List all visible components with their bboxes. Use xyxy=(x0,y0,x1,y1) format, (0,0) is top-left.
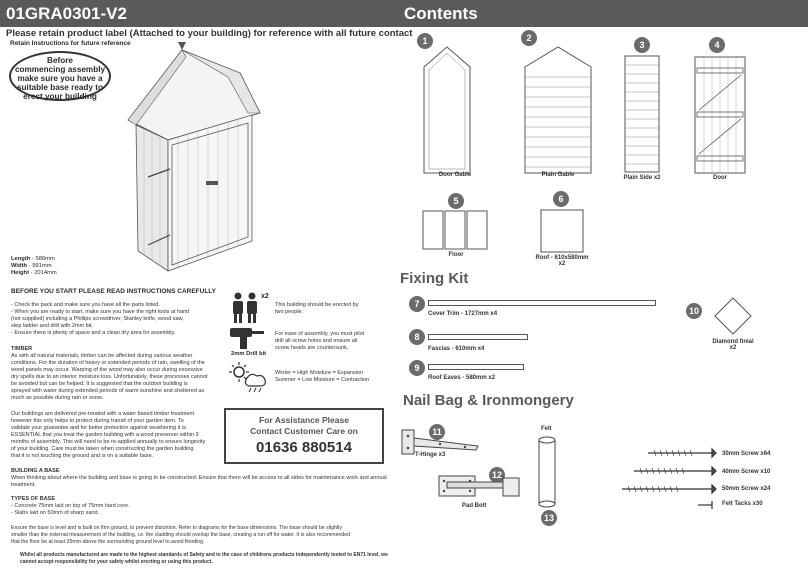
dim-height-label: Height xyxy=(11,270,30,276)
drill-label: 2mm Drill bit xyxy=(231,351,267,357)
weather-line: Winter = High Moisture = Expansion xyxy=(275,370,364,376)
header-left xyxy=(0,0,400,27)
level-line: that the floor be at least 25mm above the surrounding ground level to avoid flooding. xyxy=(11,539,205,545)
treat-line: however this only helps to protect during transit of your garden item. To xyxy=(11,418,184,424)
drill-line: For ease of assembly, you must pilot xyxy=(275,331,365,337)
fixing-kit-title: Fixing Kit xyxy=(400,270,469,287)
timber-line: be avoided but can be helped. It is suggested that the outdoor building is xyxy=(11,381,188,387)
nailbag-title: Nail Bag & Ironmongery xyxy=(403,392,574,409)
cover-trim-bar xyxy=(428,300,656,306)
assist-line2: Contact Customer Care on xyxy=(250,426,358,436)
types-heading: TYPES OF BASE xyxy=(11,496,56,502)
pad-bolt-drawing xyxy=(437,472,522,502)
finial-qty: x2 xyxy=(729,345,737,351)
part-label: Plain Gable xyxy=(541,172,575,178)
nailbag-label: T-Hinge x3 xyxy=(415,452,446,458)
checks-text xyxy=(11,302,219,337)
weather-icon xyxy=(229,362,269,392)
people-line: This building should be erected by xyxy=(275,302,359,308)
timber-line: conditions. For the duration of heavy or extended periods of rain, swelling of the xyxy=(11,360,205,366)
types-text xyxy=(11,503,130,517)
dim-width xyxy=(11,263,57,270)
part-number: 1 xyxy=(417,33,433,49)
part-label: Plain Side x2 xyxy=(623,175,661,181)
treat-line: of your building. Care must be taken when constructing the garden building xyxy=(11,446,194,452)
footer-line: cannot accept responsibility for your safety whilst erecting or using this product. xyxy=(20,558,213,565)
part-number: 5 xyxy=(448,193,464,209)
dim-length xyxy=(11,256,57,263)
people-icon xyxy=(230,292,262,324)
floor-drawing xyxy=(422,210,490,250)
fixing-label: Roof Eaves - 580mm x2 xyxy=(428,375,496,381)
part-label xyxy=(530,255,594,267)
drill-line: drill all screw holes and ensure all xyxy=(275,338,358,344)
felt-roll-drawing xyxy=(537,436,557,508)
part-number: 8 xyxy=(409,329,425,345)
door-drawing xyxy=(694,56,746,174)
part-number: 3 xyxy=(634,37,650,53)
bubble-line: suitable base ready to xyxy=(16,83,103,92)
timber-line: much as possible during rain or snow. xyxy=(11,395,104,401)
drill-text xyxy=(275,331,364,352)
part-number: 11 xyxy=(429,424,445,440)
dim-height xyxy=(11,270,57,277)
treat-line: months of assembly. This will need to be re-applied annually to ensure longevity xyxy=(11,439,206,445)
base-heading: BUILDING A BASE xyxy=(11,468,60,474)
part-number: 13 xyxy=(541,510,557,526)
bubble-line: commencing assembly xyxy=(14,65,106,74)
notice-sub: Retain Instructions for future reference xyxy=(10,40,131,47)
roof-qty: x2 xyxy=(558,261,566,267)
screw-label: 50mm Screw x24 xyxy=(722,486,771,492)
level-text xyxy=(11,525,396,546)
timber-heading: TIMBER xyxy=(11,346,33,352)
part-number: 6 xyxy=(553,191,569,207)
contents-title: Contents xyxy=(404,4,478,23)
roof-drawing xyxy=(540,209,584,253)
dim-length-value: - 580mm xyxy=(30,256,55,262)
instructions-heading: BEFORE YOU START PLEASE READ INSTRUCTIONS CAREFULLY xyxy=(11,288,217,295)
timber-line: wood panels may occur. Warping of the wood may also occur during excessive xyxy=(11,367,203,373)
timber-text xyxy=(11,353,221,402)
drill-icon xyxy=(230,326,270,350)
bubble-line: erect your building xyxy=(23,92,97,101)
screw-label: 40mm Screw x10 xyxy=(722,469,771,475)
base-text: When thinking about where the building and base is going to be constructed: Ensure that there will be access to all sides for maintenance work and annual treatment. xyxy=(11,475,387,488)
fixing-label: Cover Trim - 1727mm x4 xyxy=(428,311,498,317)
screws-drawing xyxy=(620,445,720,509)
part-number: 2 xyxy=(521,30,537,46)
part-label: Floor xyxy=(448,252,464,258)
check-line: - Ensure there is plenty of space and a clean dry area for assembly. xyxy=(11,330,176,336)
assistance-box xyxy=(224,408,384,464)
footer-line: Whilst all products manufactured are made to the highest standards of Safety and in the case of childrens products independently tested to EN71 level, we xyxy=(20,552,388,558)
dimensions xyxy=(11,256,57,277)
screw-label: 30mm Screw x64 xyxy=(722,451,771,457)
diamond-finial-drawing xyxy=(714,297,752,335)
people-count: x2 xyxy=(261,293,269,300)
assist-phone: 01636 880514 xyxy=(256,439,352,456)
drill-line: screw heads are countersunk. xyxy=(275,345,349,351)
notice-title: Please retain product label (Attached to your building) for reference with all future contact xyxy=(6,28,413,39)
roof-label: Roof - 610x580mm xyxy=(535,255,589,261)
part-number: 4 xyxy=(709,37,725,53)
type-line: - Slabs laid on 50mm of sharp sand. xyxy=(11,510,100,516)
bubble-line: make sure you have a xyxy=(17,74,103,83)
door-gable-drawing xyxy=(422,45,472,175)
timber-line: dry spells due to an interior moisture loss. Unfortunately, these processes cannot xyxy=(11,374,208,380)
shed-illustration xyxy=(120,45,280,275)
dim-width-label: Width xyxy=(11,263,28,269)
people-line: two people. xyxy=(275,309,304,315)
header-right xyxy=(400,0,808,27)
footer-text xyxy=(20,552,400,565)
part-label: Door Gable xyxy=(438,172,472,178)
part-number: 10 xyxy=(686,303,702,319)
screw-label: Felt Tacks x30 xyxy=(722,501,763,507)
part-number: 12 xyxy=(489,467,505,483)
level-line: smaller than the external measurement of the building, i.e. the cladding should overlap the base, creating a run off for water. It is also recommended xyxy=(11,532,351,538)
timber-line: sprayed with water during extended periods of warm sunshine and sheltered as xyxy=(11,388,205,394)
warning-bubble xyxy=(9,51,111,101)
finial-name: Diamond finial xyxy=(712,339,754,345)
treat-line: validate your guarantee and for better protection against weathering it is xyxy=(11,425,186,431)
check-line: - When you are ready to start, make sure you have the right tools at hand xyxy=(11,309,190,315)
bubble-line: Before xyxy=(47,56,73,65)
treat-line: Our buildings are delivered pre-treated with a water based timber treatment xyxy=(11,411,195,417)
level-line: Ensure the base is level and is built on firm ground, to prevent distortion. Refer to diagrams for the base dimensions. The base should be slightly xyxy=(11,525,342,531)
treat-line: ESSENTIAL that you treat the garden building with a wood preserver within 3 xyxy=(11,432,199,438)
part-number: 9 xyxy=(409,360,425,376)
type-line: - Concrete 75mm laid on top of 75mm hard core. xyxy=(11,503,130,509)
treatment-text xyxy=(11,411,221,460)
timber-line: As with all natural materials, timber can be affected during various weather xyxy=(11,353,193,359)
dim-height-value: - 2014mm xyxy=(29,270,57,276)
people-text xyxy=(275,302,358,316)
fascia-bar xyxy=(428,334,528,340)
dim-width-value: - 991mm xyxy=(27,263,52,269)
assist-line1: For Assistance Please xyxy=(259,415,349,425)
check-line: step ladder and drill with 2mm bit. xyxy=(11,323,93,329)
finial-label xyxy=(705,339,761,351)
treat-line: that it is not touching the ground and is on a suitable base. xyxy=(11,453,154,459)
check-line: (not supplied) including a Phillips screwdriver, Stanley knife, wood saw, xyxy=(11,316,184,322)
product-code: 01GRA0301-V2 xyxy=(6,4,127,23)
check-line: - Check the pack and make sure you have all the parts listed. xyxy=(11,302,160,308)
plain-gable-drawing xyxy=(523,45,593,175)
fixing-label: Fascias - 610mm x4 xyxy=(428,346,485,352)
nailbag-label: Pad Bolt xyxy=(462,503,487,509)
weather-line: Summer = Low Moisture = Contraction xyxy=(275,377,370,383)
plain-side-drawing xyxy=(624,55,660,173)
roof-eaves-bar xyxy=(428,364,524,370)
felt-label: Felt xyxy=(541,426,552,432)
part-label: Door xyxy=(713,175,727,181)
dim-length-label: Length xyxy=(11,256,31,262)
part-number: 7 xyxy=(409,296,425,312)
weather-text xyxy=(275,370,369,384)
